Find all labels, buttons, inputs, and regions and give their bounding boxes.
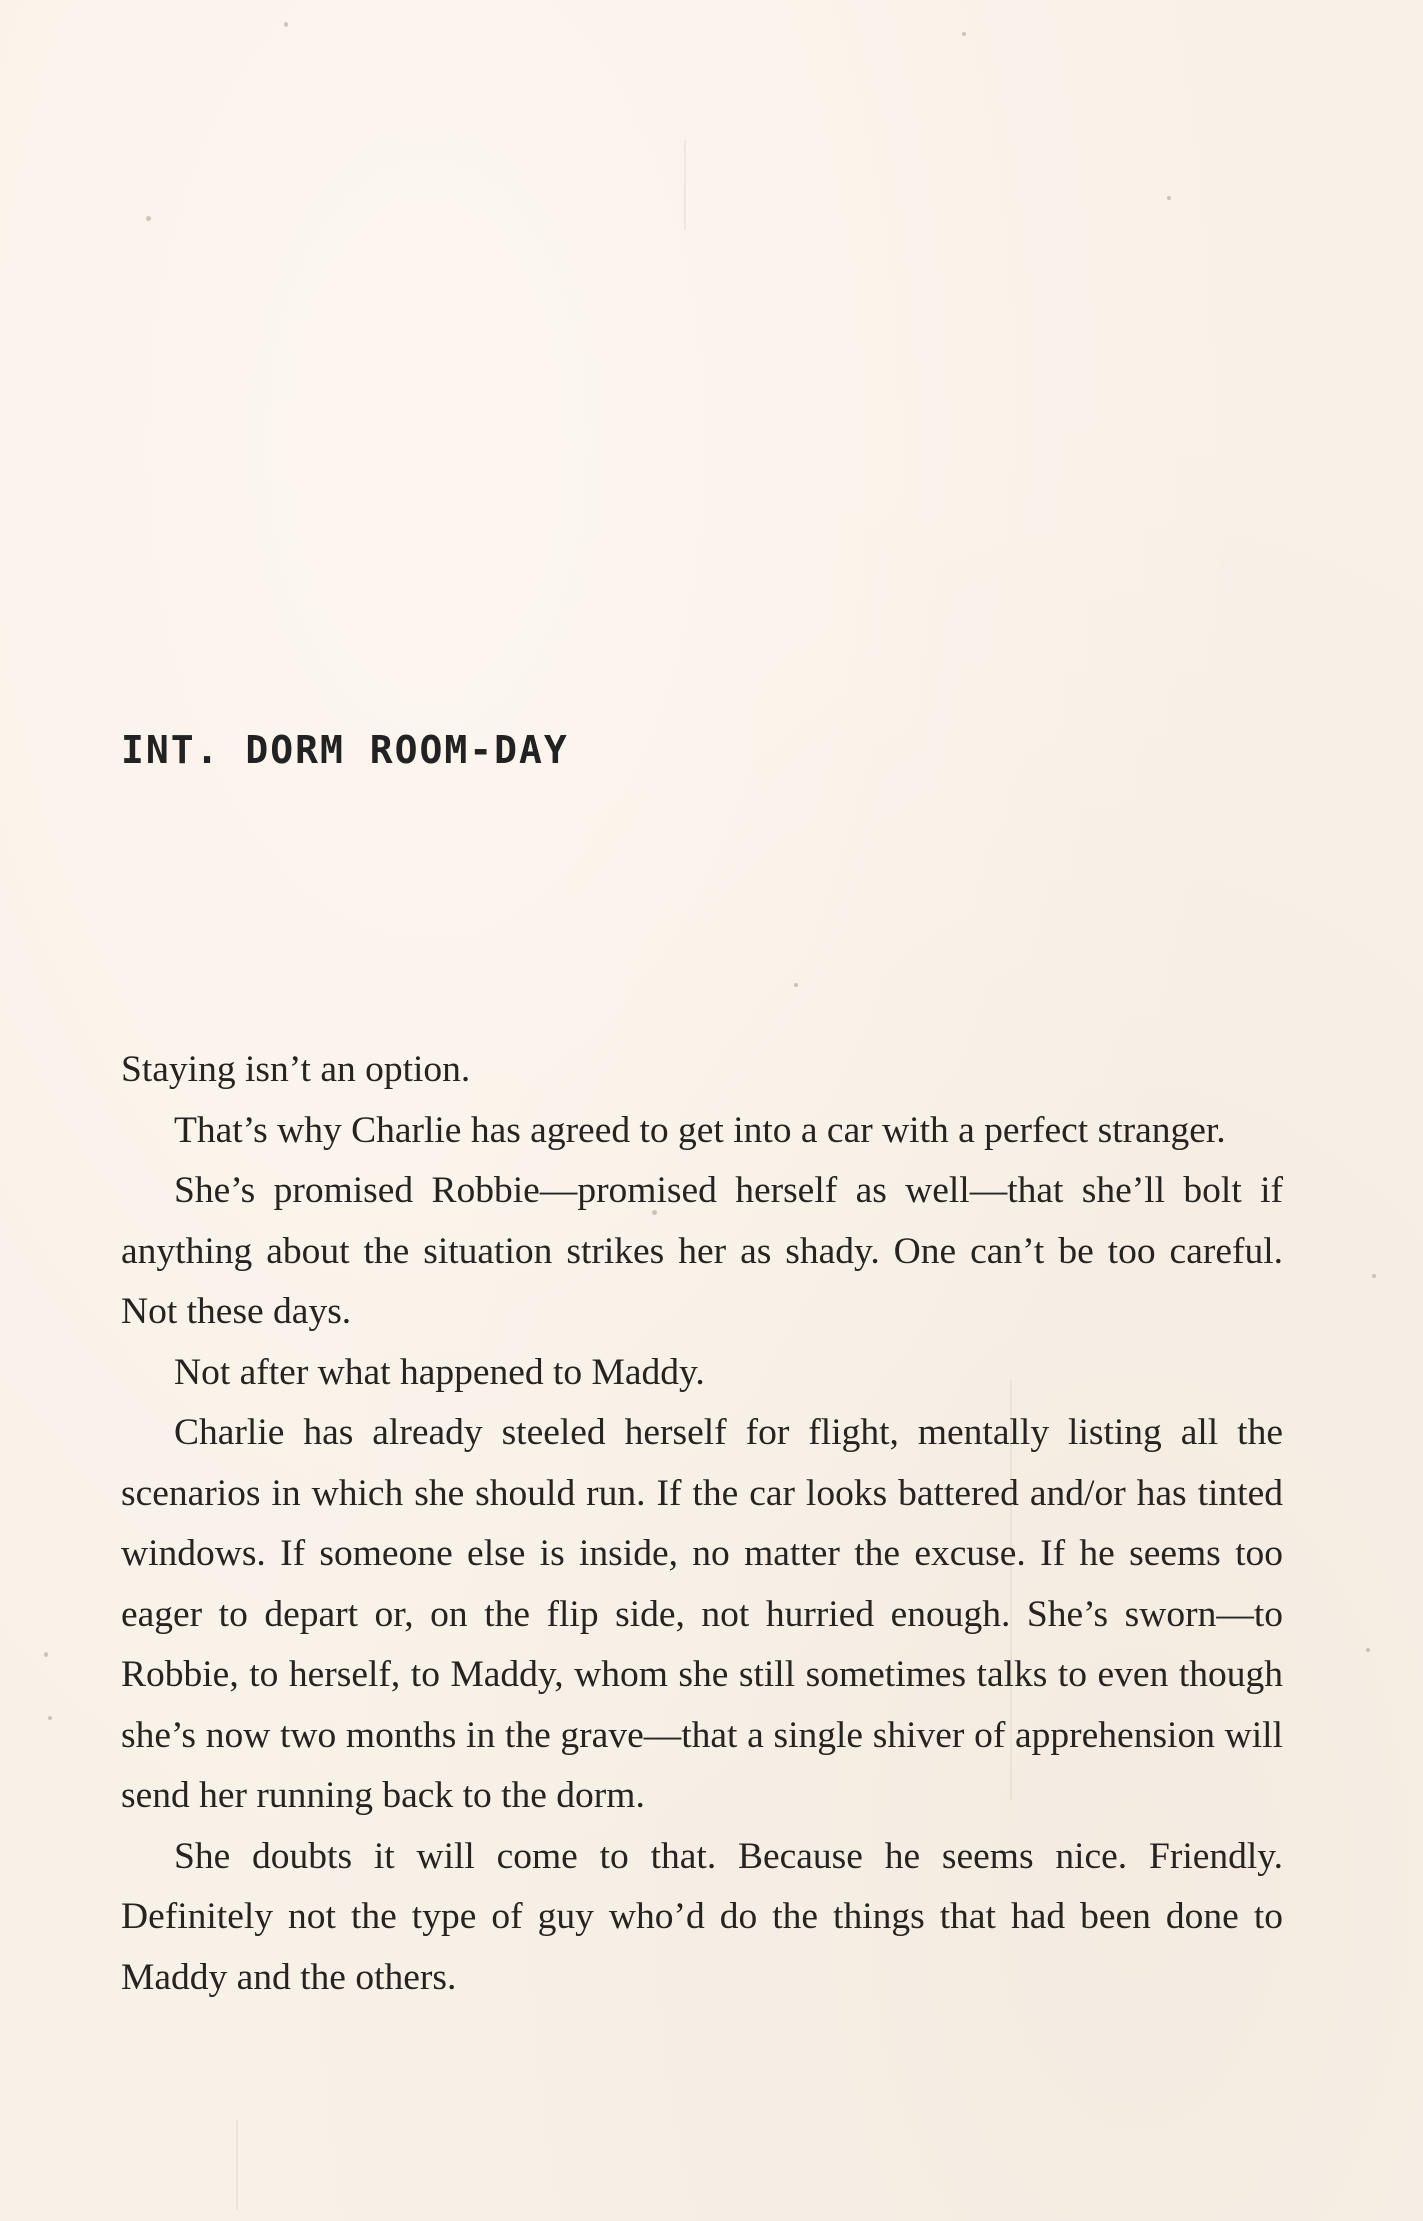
paragraph: That’s why Charlie has agreed to get into a car with a perfect stranger.	[174, 1109, 1226, 1151]
paper-speck	[48, 1716, 52, 1720]
paper-speck	[1366, 1648, 1370, 1652]
paper-speck	[1372, 1274, 1376, 1278]
body-text	[121, 1040, 1283, 2008]
paper-speck	[962, 32, 966, 36]
paper-speck	[794, 983, 798, 987]
paper-bleed-mark	[684, 140, 686, 230]
paper-speck	[284, 22, 288, 27]
paragraph: She doubts it will come to that. Because he seems nice. Friendly. Definitely not the type of guy who’d do the things that had been done to Maddy and the others.	[121, 1835, 1283, 1998]
paragraph: Staying isn’t an option.	[121, 1049, 471, 1090]
paper-speck	[1167, 196, 1171, 200]
paper-speck	[44, 1652, 48, 1657]
paper-bleed-mark	[236, 2120, 238, 2210]
paper-speck	[146, 216, 151, 221]
paragraph: She’s promised Robbie—promised herself as well—that she’ll bolt if anything about the situation strikes her as shady. One can’t be too careful. Not these days.	[121, 1170, 1283, 1332]
paragraph: Not after what happened to Maddy.	[174, 1351, 705, 1393]
scene-heading: INT. DORM ROOM-DAY	[121, 728, 569, 772]
paragraph: Charlie has already steeled herself for flight, mentally listing all the scenarios in which she should run. If the car looks battered and/or has tinted windows. If someone else is inside, no matter the excuse. If he seems too eager to depart or, on the flip side, not hurried enough. She’s sworn—to Robbie, to herself, to Maddy, whom she still sometimes talks to even though she’s now two months in the grave—that a single shiver of apprehension will send her running back to the dorm.	[121, 1412, 1283, 1816]
